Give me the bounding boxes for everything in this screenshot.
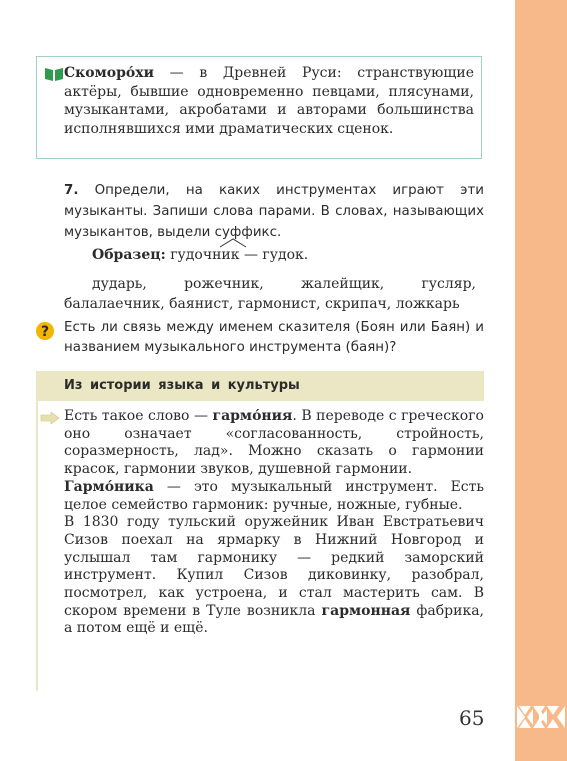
example-line (92, 245, 308, 265)
page-number: 65 (459, 706, 485, 730)
task-text: Определи, на каких инструментах играют эти музыканты. Запиши слова парами. В словах, называющих музыкантов, выдели суффикс. (64, 183, 484, 240)
suffix-arc-icon (219, 238, 247, 248)
arrow-icon (40, 412, 60, 424)
side-band (515, 0, 567, 761)
history-p1-end: . В переводе с греческого оно означает «согласованность, стройность, соразмерность, лад». Можно сказать о гармонии красок, гармонии звуков, душевной гармонии. (64, 408, 484, 478)
example-suffix: ик (221, 247, 240, 263)
history-rule (36, 401, 38, 691)
history-term-garmonia: гармо́ния (212, 408, 293, 424)
history-title: Из истории языка и культуры (64, 378, 300, 393)
task-instruction (64, 180, 484, 243)
definition-text (64, 64, 474, 138)
triangle-ornament (517, 706, 565, 728)
definition-box (36, 56, 482, 159)
history-term-garmonnaya: гармонная (321, 602, 411, 619)
book-icon (44, 66, 64, 82)
word-list: дударь, рожечник, жалейщик, гусляр, балалаечник, баянист, гармонист, скрипач, ложкарь (64, 276, 476, 312)
history-header (36, 371, 484, 401)
history-paragraph-1 (64, 408, 484, 479)
example-stem: гудочн (165, 247, 222, 263)
history-paragraph-2 (64, 479, 484, 514)
definition-body: — в Древней Руси: странствующие актёры, бывшие одновременно певцами, плясунами, музыкантами, акробатами и авторами большинства исполнявшихся ими драматических сценок. (64, 65, 474, 137)
history-p3-start: В 1830 году тульский оружейник Иван Евстратьевич Сизов поехал на ярмарку в Нижний Новгород и услышал там гармонику — редкий заморский инструмент. Купил Сизов диковинку, разобрал, посмотрел, как устроена, и стал мастерить сам. В скором времени в Туле возникла (64, 514, 484, 619)
history-term-garmonika: Гармо́ника (64, 478, 154, 495)
task-number: 7. (64, 183, 79, 198)
example-rest: — гудок. (239, 247, 309, 263)
history-p3-end: фабрика, а потом ещё и ещё. (64, 602, 484, 637)
history-body (64, 408, 484, 638)
question-text: Есть ли связь между именем сказителя (Боян или Баян) и названием музыкального инструмента (баян)? (64, 320, 484, 355)
question-icon (35, 321, 55, 341)
history-paragraph-3 (64, 514, 484, 638)
example-suffix-mark (221, 245, 239, 265)
history-p2-end: — это музыкальный инструмент. Есть целое семейство гармоник: ручные, ножные, губные. (64, 478, 484, 513)
svg-text:?: ? (40, 324, 50, 340)
example-label: Образец: (92, 247, 166, 263)
definition-term: Скоморо́хи (64, 65, 154, 81)
history-p1-start: Есть такое слово — (64, 408, 213, 424)
